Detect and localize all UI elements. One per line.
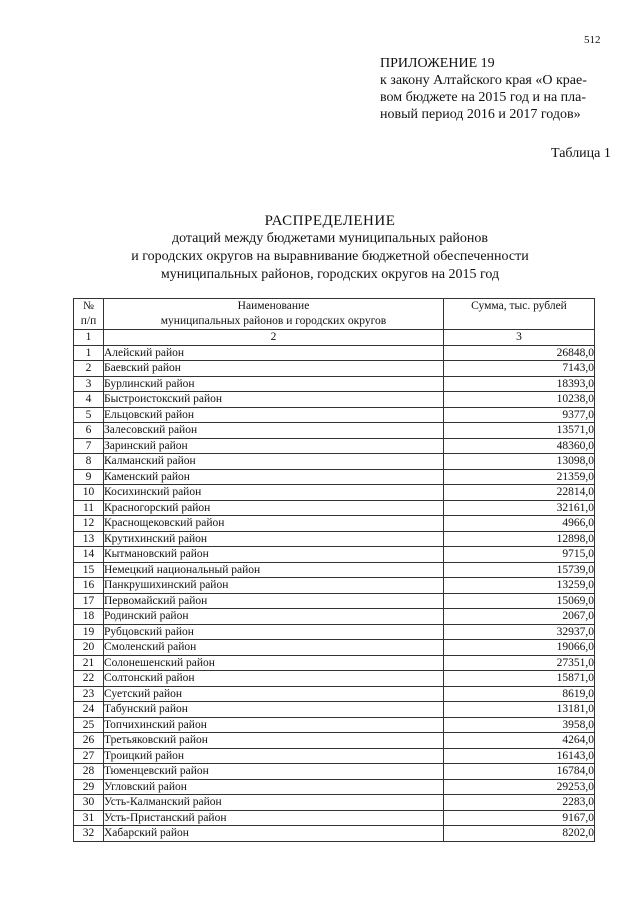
row-number: 8 — [74, 454, 104, 470]
subtitle-line: муниципальных районов, городских округов на 2015 год — [160, 267, 500, 282]
row-number: 15 — [74, 562, 104, 578]
row-number: 27 — [74, 748, 104, 764]
appendix-line: вом бюджете на 2015 год и на пла- — [380, 90, 587, 105]
row-sum: 13098,0 — [444, 454, 595, 470]
row-district-name: Баевский район — [104, 361, 444, 377]
table-row — [74, 640, 595, 656]
table-row — [74, 500, 595, 516]
table-body — [74, 345, 595, 841]
row-district-name: Кытмановский район — [104, 547, 444, 563]
table-row — [74, 779, 595, 795]
table-row — [74, 671, 595, 687]
row-district-name: Каменский район — [104, 469, 444, 485]
row-sum: 4966,0 — [444, 516, 595, 532]
table-header — [74, 299, 595, 346]
header-num — [74, 299, 104, 330]
row-sum: 26848,0 — [444, 345, 595, 361]
table-row — [74, 686, 595, 702]
row-number: 13 — [74, 531, 104, 547]
table-row — [74, 717, 595, 733]
row-district-name: Топчихинский район — [104, 717, 444, 733]
row-sum: 21359,0 — [444, 469, 595, 485]
header-num-line2: п/п — [80, 314, 97, 327]
row-sum: 8619,0 — [444, 686, 595, 702]
table-label: Таблица 1 — [551, 146, 611, 161]
row-district-name: Третьяковский район — [104, 733, 444, 749]
row-number: 5 — [74, 407, 104, 423]
table-row — [74, 361, 595, 377]
row-number: 12 — [74, 516, 104, 532]
table-row — [74, 609, 595, 625]
row-number: 16 — [74, 578, 104, 594]
row-sum: 48360,0 — [444, 438, 595, 454]
row-number: 25 — [74, 717, 104, 733]
row-number: 30 — [74, 795, 104, 811]
row-sum: 27351,0 — [444, 655, 595, 671]
row-sum: 16143,0 — [444, 748, 595, 764]
row-number: 22 — [74, 671, 104, 687]
row-sum: 18393,0 — [444, 376, 595, 392]
table-row — [74, 593, 595, 609]
row-district-name: Солонешенский район — [104, 655, 444, 671]
table-row — [74, 438, 595, 454]
row-sum: 16784,0 — [444, 764, 595, 780]
row-number: 4 — [74, 392, 104, 408]
table-row — [74, 562, 595, 578]
row-district-name: Суетский район — [104, 686, 444, 702]
row-district-name: Тюменцевский район — [104, 764, 444, 780]
row-number: 32 — [74, 826, 104, 842]
row-district-name: Бурлинский район — [104, 376, 444, 392]
row-sum: 2283,0 — [444, 795, 595, 811]
row-district-name: Угловский район — [104, 779, 444, 795]
row-sum: 9377,0 — [444, 407, 595, 423]
row-number: 29 — [74, 779, 104, 795]
row-district-name: Табунский район — [104, 702, 444, 718]
row-number: 21 — [74, 655, 104, 671]
row-sum: 3958,0 — [444, 717, 595, 733]
appendix-line: ПРИЛОЖЕНИЕ 19 — [380, 56, 495, 71]
table-row — [74, 516, 595, 532]
table-row — [74, 795, 595, 811]
row-district-name: Усть-Калманский район — [104, 795, 444, 811]
row-sum: 19066,0 — [444, 640, 595, 656]
row-sum: 12898,0 — [444, 531, 595, 547]
table-row — [74, 376, 595, 392]
table-row — [74, 748, 595, 764]
column-index-row — [74, 330, 595, 346]
row-sum: 13181,0 — [444, 702, 595, 718]
header-name-line1: Наименование — [237, 300, 310, 312]
row-district-name: Ельцовский район — [104, 407, 444, 423]
row-district-name: Красногорский район — [104, 500, 444, 516]
row-district-name: Панкрушихинский район — [104, 578, 444, 594]
row-district-name: Заринский район — [104, 438, 444, 454]
row-district-name: Алейский район — [104, 345, 444, 361]
header-name-line2: муниципальных районов и городских округов — [160, 314, 387, 327]
appendix-line: новый период 2016 и 2017 годов» — [380, 107, 581, 122]
table-row — [74, 655, 595, 671]
row-district-name: Крутихинский район — [104, 531, 444, 547]
document-title-block — [60, 212, 600, 284]
row-sum: 13571,0 — [444, 423, 595, 439]
row-number: 18 — [74, 609, 104, 625]
row-sum: 32937,0 — [444, 624, 595, 640]
table-row — [74, 624, 595, 640]
distribution-table — [73, 298, 595, 842]
row-number: 23 — [74, 686, 104, 702]
row-sum: 22814,0 — [444, 485, 595, 501]
row-district-name: Косихинский район — [104, 485, 444, 501]
table-row — [74, 578, 595, 594]
row-number: 31 — [74, 810, 104, 826]
row-sum: 9167,0 — [444, 810, 595, 826]
table-row — [74, 733, 595, 749]
subtitle-line: дотаций между бюджетами муниципальных районов — [171, 231, 489, 246]
row-sum: 10238,0 — [444, 392, 595, 408]
row-district-name: Немецкий национальный район — [104, 562, 444, 578]
table-row — [74, 531, 595, 547]
row-sum: 2067,0 — [444, 609, 595, 625]
row-number: 7 — [74, 438, 104, 454]
row-sum: 8202,0 — [444, 826, 595, 842]
row-district-name: Хабарский район — [104, 826, 444, 842]
row-number: 19 — [74, 624, 104, 640]
table-row — [74, 485, 595, 501]
row-sum: 32161,0 — [444, 500, 595, 516]
row-number: 11 — [74, 500, 104, 516]
row-sum: 29253,0 — [444, 779, 595, 795]
row-district-name: Быстроистокский район — [104, 392, 444, 408]
appendix-line: к закону Алтайского края «О крае- — [380, 73, 587, 88]
table-row — [74, 826, 595, 842]
column-index: 1 — [74, 330, 104, 346]
row-district-name: Залесовский район — [104, 423, 444, 439]
document-title: РАСПРЕДЕЛЕНИЕ — [264, 213, 396, 229]
row-district-name: Калманский район — [104, 454, 444, 470]
row-number: 28 — [74, 764, 104, 780]
header-num-line1: № — [83, 300, 94, 312]
table-row — [74, 810, 595, 826]
table-row — [74, 547, 595, 563]
row-number: 14 — [74, 547, 104, 563]
table-row — [74, 764, 595, 780]
table-row — [74, 469, 595, 485]
row-number: 6 — [74, 423, 104, 439]
header-name — [104, 299, 444, 330]
row-district-name: Смоленский район — [104, 640, 444, 656]
page-number: 512 — [584, 34, 601, 46]
row-number: 26 — [74, 733, 104, 749]
table-row — [74, 345, 595, 361]
table-row — [74, 454, 595, 470]
row-number: 20 — [74, 640, 104, 656]
row-number: 24 — [74, 702, 104, 718]
row-number: 2 — [74, 361, 104, 377]
row-district-name: Солтонский район — [104, 671, 444, 687]
row-district-name: Рубцовский район — [104, 624, 444, 640]
row-sum: 15069,0 — [444, 593, 595, 609]
row-district-name: Троицкий район — [104, 748, 444, 764]
row-number: 3 — [74, 376, 104, 392]
row-district-name: Родинский район — [104, 609, 444, 625]
row-sum: 9715,0 — [444, 547, 595, 563]
row-number: 17 — [74, 593, 104, 609]
table-row — [74, 407, 595, 423]
table-row — [74, 702, 595, 718]
subtitle-line: и городских округов на выравнивание бюджетной обеспеченности — [131, 249, 529, 264]
table-row — [74, 392, 595, 408]
row-sum: 13259,0 — [444, 578, 595, 594]
row-sum: 4264,0 — [444, 733, 595, 749]
row-number: 1 — [74, 345, 104, 361]
row-sum: 15871,0 — [444, 671, 595, 687]
column-index: 2 — [104, 330, 444, 346]
row-number: 10 — [74, 485, 104, 501]
row-number: 9 — [74, 469, 104, 485]
appendix-header — [380, 55, 620, 123]
row-sum: 7143,0 — [444, 361, 595, 377]
header-sum: Сумма, тыс. рублей — [444, 299, 595, 330]
row-district-name: Краснощековский район — [104, 516, 444, 532]
document-subtitle — [60, 230, 600, 284]
row-district-name: Усть-Пристанский район — [104, 810, 444, 826]
row-sum: 15739,0 — [444, 562, 595, 578]
table-row — [74, 423, 595, 439]
row-district-name: Первомайский район — [104, 593, 444, 609]
column-index: 3 — [444, 330, 595, 346]
